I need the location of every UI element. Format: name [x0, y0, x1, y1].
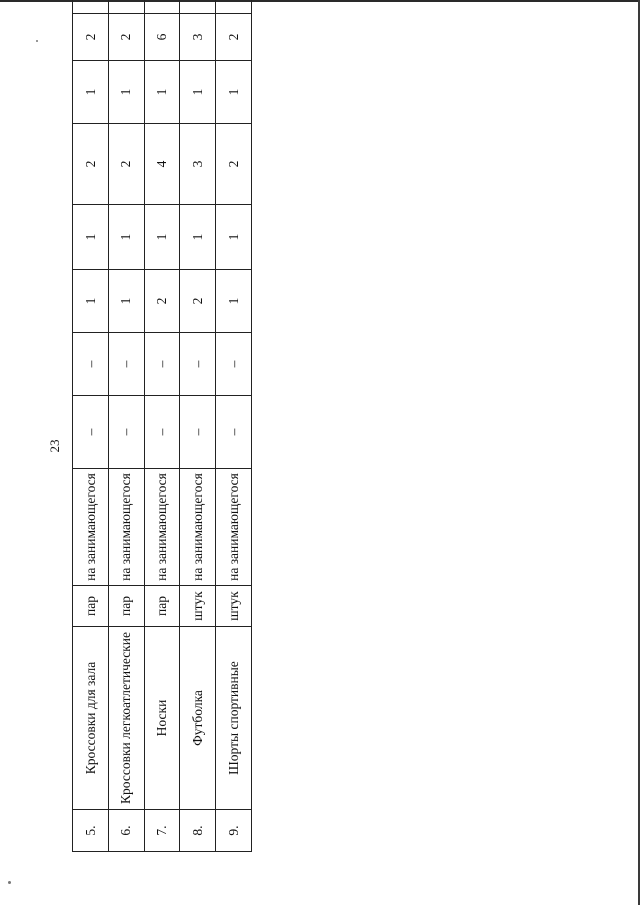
calc-unit: на занимающегося: [216, 469, 252, 586]
row-number: 7.: [144, 810, 180, 852]
cell-value: 2: [108, 14, 144, 61]
cell-dash: –: [108, 333, 144, 396]
calc-unit: на занимающегося: [73, 469, 109, 586]
cell-value: 1: [108, 205, 144, 270]
calc-unit: на занимающегося: [180, 469, 216, 586]
cell-value: [180, 0, 216, 14]
cell-value: 6: [144, 14, 180, 61]
table-row: [144, 0, 180, 852]
cell-value: 1: [180, 61, 216, 124]
cell-value: 1: [144, 61, 180, 124]
cell-dash: –: [216, 333, 252, 396]
cell-dash: –: [73, 333, 109, 396]
cell-dash: –: [144, 396, 180, 469]
calc-unit: на занимающегося: [144, 469, 180, 586]
cell-value: 1: [144, 205, 180, 270]
cell-value: 2: [144, 270, 180, 333]
cell-value: 4: [144, 124, 180, 205]
cell-value: 1: [216, 205, 252, 270]
scan-speck: [8, 881, 11, 884]
table-container: [72, 34, 252, 852]
unit: пар: [73, 586, 109, 627]
unit: штук: [180, 586, 216, 627]
item-name: Кроссовки для зала: [73, 627, 109, 810]
cell-value: 1: [180, 205, 216, 270]
cell-dash: –: [144, 333, 180, 396]
cell-value: 2: [73, 14, 109, 61]
table-row: [216, 0, 252, 852]
cell-dash: –: [108, 396, 144, 469]
cell-value: 3: [180, 124, 216, 205]
cell-value: [108, 0, 144, 14]
row-number: 5.: [73, 810, 109, 852]
table-row: [180, 0, 216, 852]
equipment-table: [72, 0, 252, 852]
cell-value: 3: [180, 14, 216, 61]
cell-value: 2: [216, 14, 252, 61]
cell-value: 1: [108, 61, 144, 124]
cell-value: [144, 0, 180, 14]
unit: пар: [108, 586, 144, 627]
item-name: Шорты спортивные: [216, 627, 252, 810]
row-number: 8.: [180, 810, 216, 852]
cell-dash: –: [216, 396, 252, 469]
cell-dash: –: [180, 396, 216, 469]
page-number: 23: [47, 439, 62, 453]
calc-unit: на занимающегося: [108, 469, 144, 586]
item-name: Кроссовки легкоатлетические: [108, 627, 144, 810]
cell-value: 1: [216, 270, 252, 333]
rotated-table: [72, 34, 252, 852]
cell-value: 1: [73, 205, 109, 270]
cell-value: 2: [73, 124, 109, 205]
row-number: 9.: [216, 810, 252, 852]
cell-value: 2: [180, 270, 216, 333]
cell-value: 2: [216, 124, 252, 205]
cell-dash: –: [73, 396, 109, 469]
row-number: 6.: [108, 810, 144, 852]
item-name: Носки: [144, 627, 180, 810]
table-row: [108, 0, 144, 852]
scan-speck: [36, 40, 38, 42]
cell-value: [216, 0, 252, 14]
item-name: Футболка: [180, 627, 216, 810]
cell-value: 1: [216, 61, 252, 124]
unit: штук: [216, 586, 252, 627]
cell-dash: –: [180, 333, 216, 396]
cell-value: 1: [108, 270, 144, 333]
cell-value: [73, 0, 109, 14]
cell-value: 1: [73, 61, 109, 124]
cell-value: 2: [108, 124, 144, 205]
unit: пар: [144, 586, 180, 627]
cell-value: 1: [73, 270, 109, 333]
table-row: [73, 0, 109, 852]
